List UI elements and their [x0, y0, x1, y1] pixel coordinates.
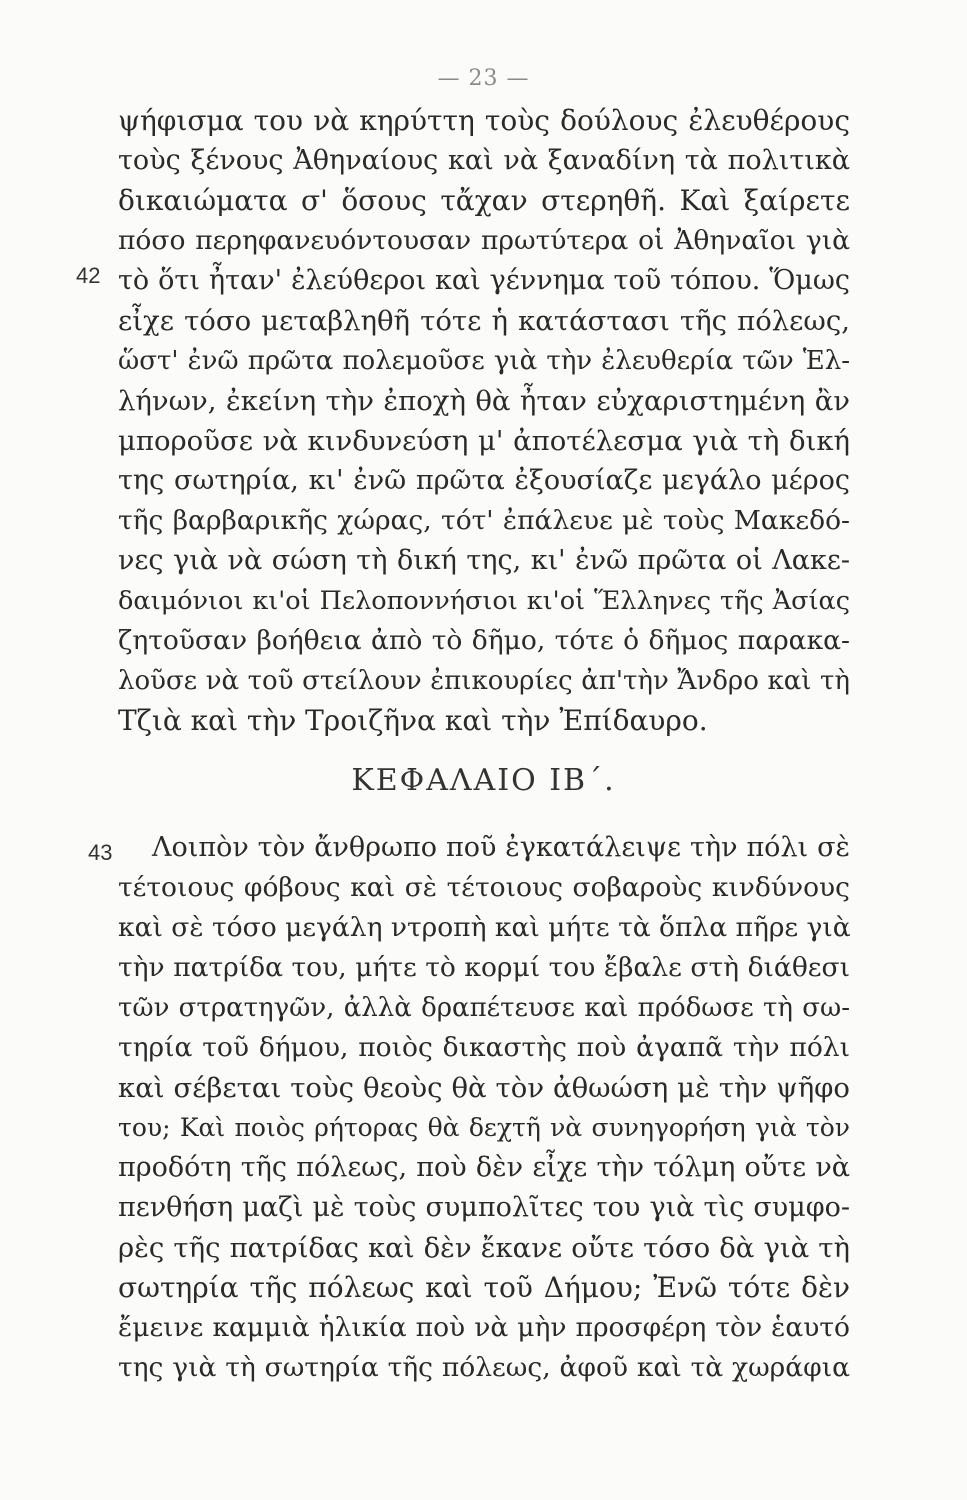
text-line: σωτηρία τῆς πόλεως καὶ τοῦ Δήμου; Ἐνῶ τότε δὲν	[118, 1271, 850, 1304]
chapter-title: ΚΕΦΑΛΑΙΟ ΙΒ΄.	[351, 763, 616, 798]
text-line: λοῦσε νὰ τοῦ στείλουν ἐπικουρίες ἀπ'τὴν Ἄνδρο καὶ τὴ	[118, 666, 850, 696]
text-line: προδότη τῆς πόλεως, ποὺ δὲν εἶχε τὴν τόλμη οὔτε νὰ	[118, 1152, 850, 1183]
text-line: ζητοῦσαν βοήθεια ἀπὸ τὸ δῆμο, τότε ὁ δῆμος παρακα-	[118, 625, 850, 656]
text-line: τηρία τοῦ δήμου, ποιὸς δικαστὴς ποὺ ἀγαπᾶ τὴν πόλι	[118, 1032, 850, 1063]
text-line: τέτοιους φόβους καὶ σὲ τέτοιους σοβαροὺς κινδύνους	[118, 872, 850, 903]
text-line: νες γιὰ νὰ σώση τὴ δική της, κι' ἐνῶ πρῶτα οἱ Λακε-	[118, 545, 850, 576]
text-line: ρὲς τῆς πατρίδας καὶ δὲν ἔκανε οὔτε τόσο δὰ γιὰ τὴ	[118, 1232, 850, 1264]
text-line: καὶ σὲ τόσο μεγάλη ντροπὴ καὶ μήτε τὰ ὅπλα πῆρε γιὰ	[118, 912, 851, 943]
text-line: ψήφισμα του νὰ κηρύττη τοὺς δούλους ἐλευθέρους	[118, 104, 850, 137]
text-line: καὶ σέβεται τοὺς θεοὺς θὰ τὸν ἀθωώση μὲ τὴν ψῆφο	[118, 1072, 850, 1104]
text-line: της σωτηρία, κι' ἐνῶ πρῶτα ἐξουσίαζε μεγάλο μέρος	[118, 465, 850, 496]
section-number-42: 42	[76, 263, 101, 288]
text-line: του; Καὶ ποιὸς ρήτορας θὰ δεχτῆ νὰ συνηγορήση γιὰ τὸν	[118, 1113, 850, 1142]
text-line: τῶν στρατηγῶν, ἀλλὰ δραπέτευσε καὶ πρόδωσε τὴ σω-	[118, 993, 850, 1023]
text-line: λήνων, ἐκείνη τὴν ἐποχὴ θὰ ἦταν εὐχαριστημένη ἂν	[118, 385, 850, 417]
text-line: δικαιώματα σ' ὅσους τἄχαν στερηθῆ. Καὶ ξαίρετε	[118, 184, 850, 217]
section-number-43: 43	[88, 840, 113, 865]
text-line: τὴν πατρίδα του, μήτε τὸ κορμί του ἔβαλε στὴ διάθεσι	[118, 952, 850, 983]
text-line: Λοιπὸν τὸν ἄνθρωπο ποῦ ἐγκατάλειψε τὴν πόλι σὲ	[152, 832, 850, 863]
page-number: — 23 —	[437, 66, 530, 91]
text-line: τῆς βαρβαρικῆς χώρας, τότ' ἐπάλευε μὲ τοὺς Μακεδό-	[118, 505, 850, 536]
text-line: τὸ ὅτι ἦταν' ἐλεύθεροι καὶ γέννημα τοῦ τόπου. Ὅμως	[118, 265, 850, 296]
text-line: πόσο περηφανευόντουσαν πρωτύτερα οἱ Ἀθηναῖοι γιὰ	[118, 225, 850, 256]
text-line: πενθήση μαζὶ μὲ τοὺς συμπολῖτες του γιὰ τὶς συμφο-	[118, 1192, 850, 1223]
text-line: δαιμόνιοι κι'οἱ Πελοποννήσιοι κι'οἱ Ἕλληνες τῆς Ἀσίας	[118, 586, 850, 616]
text-line: ὥστ' ἐνῶ πρῶτα πολεμοῦσε γιὰ τὴν ἐλευθερία τῶν Ἑλ-	[118, 346, 850, 376]
text-line: Τζιὰ καὶ τὴν Τροιζῆνα καὶ τὴν Ἐπίδαυρο.	[118, 704, 708, 737]
text-line: τοὺς ξένους Ἀθηναίους καὶ νὰ ξαναδίνη τὰ πολιτικὰ	[118, 145, 850, 176]
text-line: ἔμεινε καμμιὰ ἡλικία ποὺ νὰ μὴν προσφέρη τὸν ἑαυτό	[118, 1312, 850, 1343]
text-line: της γιὰ τὴ σωτηρία τῆς πόλεως, ἀφοῦ καὶ τὰ χωράφια	[118, 1352, 850, 1383]
text-line: εἶχε τόσο μεταβληθῆ τότε ἡ κατάστασι τῆς πόλεως,	[118, 305, 850, 337]
text-line: μποροῦσε νὰ κινδυνεύση μ' ἀποτέλεσμα γιὰ τὴ δική	[118, 425, 850, 457]
